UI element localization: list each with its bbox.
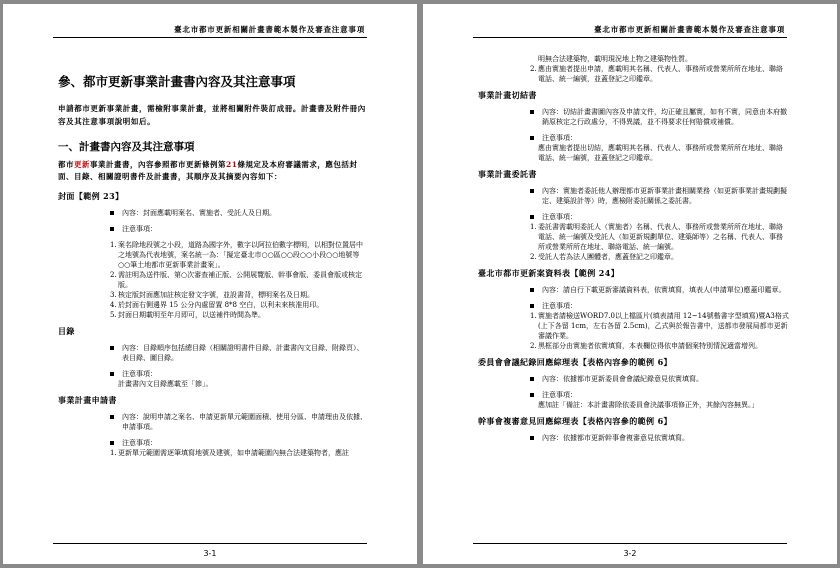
square-bullet-icon: [530, 436, 534, 440]
page-left: [3, 4, 417, 564]
notes-entry: [58, 438, 369, 448]
subsection-title-cover: 封面【範例 23】: [58, 191, 124, 201]
notes-label: 注意事項：: [542, 302, 577, 310]
note-number: 2.: [530, 253, 537, 261]
content-entry: [478, 433, 789, 443]
note-text: 封面日期載明至年月即可，以送補件時間為準。: [118, 311, 265, 319]
note-text: 於封面右側邊界 15 公分內處留置 8*8 空白，以利未來核准用印。: [118, 301, 324, 309]
note-item: [478, 341, 789, 351]
notes-label: 注意事項：: [122, 370, 157, 378]
note-number: 5.: [110, 311, 117, 319]
entry-text: 內容：目錄順序包括總目錄（相關證明書件目錄、計畫書內文目錄、附錄頁）、表目錄、圖目錄。: [122, 344, 364, 362]
page-content: [58, 74, 369, 458]
notes-label: 注意事項：: [542, 213, 577, 221]
entry-text: 內容：切結計畫書圖內容及申請文件，均正確且屬實，如有不實，同意由本府撤銷原核定之行政處分，不得異議，並不得要求任何賠償或補償。: [542, 108, 787, 126]
page-right: [423, 4, 837, 564]
square-bullet-icon: [530, 189, 534, 193]
entry-text: 內容：依據都市更新幹事會複審意見依實填寫。: [542, 434, 689, 442]
subsection-title-staff-review: 幹事會複審意見回應綜理表【表格內容參的範例 6】: [478, 416, 672, 426]
note-text: 受託人若為法人團體者，應蓋登記之印鑑章。: [538, 253, 678, 261]
section-title: 一、計畫書內容及其注意事項: [58, 141, 195, 153]
note-item: [58, 240, 369, 270]
notes-label: 注意事項：: [122, 439, 157, 447]
note-item: [478, 222, 789, 252]
square-bullet-icon: [110, 372, 114, 376]
highlight-number: 21: [226, 160, 238, 169]
note-item: [58, 300, 369, 310]
square-bullet-icon: [530, 393, 534, 397]
footer-rule: [473, 543, 787, 544]
notes-entry: [58, 224, 369, 234]
notes-label: 注意事項：: [122, 225, 157, 233]
note-text: 實施者請檢送WORD7.0以上檔區片(填表請用 12~14號楷書字型填寫)暨A3格式(上下各留 1cm，左右各留 2.5cm)，乙式與於報告書中，送都市發展局都市更新審議作業。: [538, 312, 789, 340]
notes-label: 注意事項：: [542, 391, 577, 399]
content-entry: [478, 186, 789, 206]
footer-rule: [53, 543, 367, 544]
notes-label: 注意事項：: [542, 134, 577, 142]
highlight-text: 更新: [74, 160, 90, 169]
note-number: 1.: [110, 241, 117, 249]
chapter-title: 參、都市更新事業計畫書內容及其注意事項: [58, 74, 296, 89]
entry-text: 內容：封面應載明案名、實施者、受託人及日期。: [122, 209, 276, 217]
text-run: 事業計畫書，內容參照都市更新條例第: [90, 160, 226, 169]
notes-entry: [478, 212, 789, 222]
page-number: 3-1: [203, 549, 217, 558]
note-item: [478, 311, 789, 341]
note-text: 應由實施者提出申請，應載明其名稱、代表人、事務所或營業所所在地址、聯絡電話、統一編號，並蓋登記之印鑑章。: [538, 65, 783, 83]
subsection-title-delegation: 事業計畫委託書: [478, 169, 537, 179]
square-bullet-icon: [530, 110, 534, 114]
notes-text: 應由實施者提出切結，應載明其名稱、代表人、事務所或營業所所在地址、聯絡電話、統一編號，並蓋登記之印鑑章。: [538, 144, 783, 162]
section-intro: [58, 159, 369, 183]
note-text: 更新單元範圍需逐筆填寫地號及建號，如申請範圍內無合法建築物者，應註: [118, 449, 349, 457]
note-item: [58, 448, 369, 458]
square-bullet-icon: [110, 415, 114, 419]
entry-text: 內容：實施者委託他人辦理都市更新事業計畫相關業務（如更新事業計畫規劃擬定、建築設計等）時，應檢附委託關係之委託書。: [542, 187, 787, 205]
note-number: 1.: [530, 223, 537, 231]
notes-entry: [58, 369, 369, 379]
notes-text: 應加註「備註：本計畫書除依委員會決議事項修正外，其餘內容無異。」: [538, 401, 759, 409]
note-item: [478, 64, 789, 84]
subsection-title-toc: 目錄: [58, 326, 75, 336]
entry-text: 內容：依據都市更新委員會會議紀錄意見依實填寫。: [542, 375, 703, 383]
subsection-title-data-sheet: 臺北市都市更新案資料表【範例 24】: [478, 268, 620, 278]
content-entry: [478, 107, 789, 127]
note-number: 1.: [110, 449, 117, 457]
entry-text: 內容：請自行下載更新審議資料表，依實填寫，填表人(申請單位)應蓋印鑑章。: [542, 286, 786, 294]
subsection-title-committee-minutes: 委員會會議紀錄回應綜理表【表格內容參的範例 6】: [478, 357, 672, 367]
square-bullet-icon: [110, 227, 114, 231]
square-bullet-icon: [530, 288, 534, 292]
note-text: 案名除地段號之小段，道路為國字外，數字以阿拉伯數字標明，以相對位置居中之地號為代表地號，案名統一為：「擬定臺北市○○區○○段○○小段○○地號等○○筆土地都市更新事業計畫案」。: [118, 241, 363, 269]
text-run: 都市: [58, 160, 74, 169]
subsection-title-application: 事業計畫申請書: [58, 395, 117, 405]
square-bullet-icon: [110, 346, 114, 350]
content-entry: [58, 208, 369, 218]
content-entry: [478, 374, 789, 384]
text-run: 條規定及本府審議需求，應包括封面、目錄、相關證明書件及計畫書，其順序及其摘要內容如下：: [58, 160, 358, 181]
header-rule: [53, 37, 367, 38]
notes-text: 計畫書內文目錄應載至「節」。: [118, 380, 213, 388]
note-text: 委託書需載明委託人（實施者）名稱、代表人、事務所或營業所所在地址、聯絡電話、統一編號及受託人（如更新規劃單位、建築師等）之名稱、代表人、事務所或營業所所在地址、聯絡電話、統一編號。: [538, 223, 783, 251]
continuation-text: 明無合法建築物，載明現況地上物之建築物性質。: [538, 55, 692, 63]
page-content: [478, 54, 789, 449]
entry-text: 內容：說明申請之案名、申請更新單元範圍面積、使用分區、申請理由及依據、申請事項。: [122, 413, 367, 431]
content-entry: [478, 285, 789, 295]
note-item: [58, 290, 369, 300]
note-item: [58, 270, 369, 290]
notes-entry: [478, 301, 789, 311]
note-text: 核定版封面應加註核定發文字號，並設書背，標明案名及日期。: [118, 291, 314, 299]
note-text: 黑框部分由實施者依實填寫，本表欄位得依申請個案特別情況適當增列。: [538, 342, 762, 350]
square-bullet-icon: [530, 304, 534, 308]
note-item: [478, 252, 789, 262]
note-text: 需註明為送件版、第○次審查補正版、公開展覽版、幹事會版、委員會版或核定版。: [118, 271, 363, 289]
header-rule: [473, 37, 787, 38]
square-bullet-icon: [110, 441, 114, 445]
note-number: 3.: [110, 291, 117, 299]
running-header: 臺北市都市更新相關計畫書範本製作及審查注意事項: [594, 25, 785, 34]
note-number: 4.: [110, 301, 117, 309]
content-entry: [58, 343, 369, 363]
note-item: [58, 310, 369, 320]
note-number: 2.: [530, 342, 537, 350]
note-number: 2.: [530, 65, 537, 73]
subsection-title-affidavit: 事業計畫切結書: [478, 90, 537, 100]
note-number: 2.: [110, 271, 117, 279]
notes-entry: [478, 390, 789, 400]
page-number: 3-2: [623, 549, 637, 558]
running-header: 臺北市都市更新相關計畫書範本製作及審查注意事項: [174, 25, 365, 34]
chapter-intro: 申請都市更新事業計畫，需檢附事業計畫，並將相關附件裝訂成冊。計畫書及附件冊內容及其注意事項說明如后。: [58, 104, 366, 126]
square-bullet-icon: [530, 215, 534, 219]
notes-entry: [478, 133, 789, 143]
note-number: 1.: [530, 312, 537, 320]
square-bullet-icon: [530, 377, 534, 381]
square-bullet-icon: [110, 211, 114, 215]
content-entry: [58, 412, 369, 432]
square-bullet-icon: [530, 136, 534, 140]
